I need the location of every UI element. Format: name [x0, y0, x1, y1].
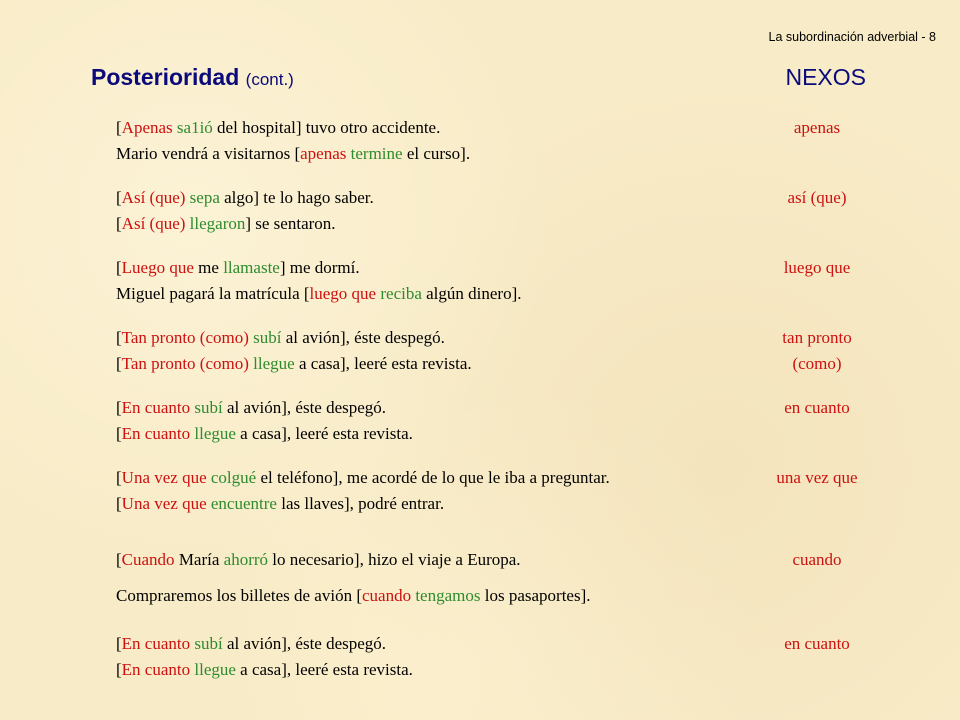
- nexo-label: luego que: [783, 258, 851, 277]
- verb-word: tengamos: [415, 586, 481, 605]
- example-sentence: [116, 398, 386, 418]
- sentence-text: a casa], leeré esta revista.: [235, 660, 413, 679]
- slide-title-main: Posterioridad: [91, 64, 240, 90]
- example-sentence: [116, 328, 445, 348]
- sentence-text: al avión], éste despegó.: [281, 328, 445, 347]
- sentence-text: [: [116, 660, 122, 679]
- sentence-text: [: [116, 550, 122, 569]
- example-sentence: [116, 118, 440, 138]
- nexus-word: En cuanto: [121, 660, 191, 679]
- example-sentence: [116, 214, 336, 234]
- sentence-text: algo] te lo hago saber.: [219, 188, 374, 207]
- verb-word: sepa: [189, 188, 220, 207]
- verb-word: llegaron: [189, 214, 246, 233]
- sentence-text: algún dinero].: [421, 284, 522, 303]
- nexus-word: Así (que): [121, 214, 186, 233]
- verb-word: subí: [194, 634, 223, 653]
- sentence-text: ] me dormí.: [279, 258, 360, 277]
- verb-word: subí: [194, 398, 223, 417]
- sentence-text: a casa], leeré esta revista.: [294, 354, 472, 373]
- sentence-text: [: [116, 118, 122, 137]
- sentence-text: Miguel pagará la matrícula [: [116, 284, 310, 303]
- sentence-text: al avión], éste despegó.: [222, 398, 387, 417]
- nexus-word: cuando: [361, 586, 412, 605]
- sentence-text: [: [116, 468, 122, 487]
- verb-word: llamaste: [223, 258, 280, 277]
- example-sentence: [116, 144, 470, 164]
- nexo-label: tan pronto: [782, 328, 852, 347]
- nexus-word: Una vez que: [121, 468, 207, 487]
- nexo-label: en cuanto: [784, 634, 850, 653]
- sentence-text: [: [116, 354, 122, 373]
- nexo-label: cuando: [792, 550, 842, 569]
- example-sentence: [116, 284, 522, 304]
- sentence-text: a casa], leeré esta revista.: [235, 424, 413, 443]
- nexus-word: apenas: [300, 144, 347, 163]
- sentence-text: lo necesario], hizo el viaje a Europa.: [268, 550, 521, 569]
- sentence-text: [: [116, 398, 122, 417]
- nexus-word: En cuanto: [121, 634, 191, 653]
- sentence-text: el curso].: [402, 144, 471, 163]
- example-sentence: [116, 634, 386, 654]
- example-sentence: [116, 258, 360, 278]
- verb-word: encuentre: [210, 494, 277, 513]
- nexus-word: Así (que): [121, 188, 186, 207]
- sentence-text: al avión], éste despegó.: [222, 634, 387, 653]
- verb-word: llegue: [194, 660, 236, 679]
- example-sentence: [116, 586, 591, 606]
- verb-word: termine: [350, 144, 403, 163]
- slide-title: [91, 64, 294, 91]
- sentence-text: [: [116, 258, 122, 277]
- nexus-word: En cuanto: [121, 398, 191, 417]
- title-row: [91, 64, 866, 98]
- example-sentence: [116, 424, 413, 444]
- sentence-text: [: [116, 634, 122, 653]
- example-sentence: [116, 494, 444, 514]
- nexus-word: luego que: [309, 284, 377, 303]
- verb-word: sa1ió: [176, 118, 213, 137]
- sentence-text: me: [193, 258, 224, 277]
- verb-word: llegue: [253, 354, 295, 373]
- slide-title-cont: (cont.): [245, 70, 294, 89]
- sentence-text: Compraremos los billetes de avión [: [116, 586, 362, 605]
- verb-word: reciba: [380, 284, 422, 303]
- nexus-word: Cuando: [121, 550, 175, 569]
- verb-word: colgué: [210, 468, 257, 487]
- sentence-text: [: [116, 188, 122, 207]
- nexo-label: en cuanto: [784, 398, 850, 417]
- example-sentence: [116, 660, 413, 680]
- sentence-text: [: [116, 214, 122, 233]
- example-sentence: [116, 550, 521, 570]
- nexus-word: Tan pronto (como): [121, 328, 249, 347]
- sentence-text: María: [174, 550, 224, 569]
- sentence-text: Mario vendrá a visitarnos [: [116, 144, 301, 163]
- nexo-label: (como): [792, 354, 842, 373]
- sentence-text: del hospital] tuvo otro accidente.: [212, 118, 441, 137]
- example-sentence: [116, 354, 472, 374]
- nexus-word: Una vez que: [121, 494, 207, 513]
- sentence-text: las llaves], podré entrar.: [276, 494, 445, 513]
- sentence-text: ] se sentaron.: [245, 214, 336, 233]
- sentence-text: [: [116, 328, 122, 347]
- nexus-word: En cuanto: [121, 424, 191, 443]
- nexus-word: Apenas: [121, 118, 173, 137]
- sentence-text: [: [116, 494, 122, 513]
- verb-word: llegue: [194, 424, 236, 443]
- nexo-label: apenas: [793, 118, 841, 137]
- example-sentence: [116, 468, 610, 488]
- nexo-label: así (que): [787, 188, 847, 207]
- verb-word: subí: [253, 328, 282, 347]
- sentence-text: los pasaportes].: [480, 586, 591, 605]
- verb-word: ahorró: [223, 550, 269, 569]
- sentence-text: [: [116, 424, 122, 443]
- nexus-word: Luego que: [121, 258, 194, 277]
- sentence-text: el teléfono], me acordé de lo que le iba a preguntar.: [256, 468, 610, 487]
- slide-header-note: La subordinación adverbial - 8: [768, 30, 936, 44]
- example-sentence: [116, 188, 374, 208]
- nexos-column-title: NEXOS: [785, 64, 866, 90]
- nexo-label: una vez que: [776, 468, 858, 487]
- nexus-word: Tan pronto (como): [121, 354, 249, 373]
